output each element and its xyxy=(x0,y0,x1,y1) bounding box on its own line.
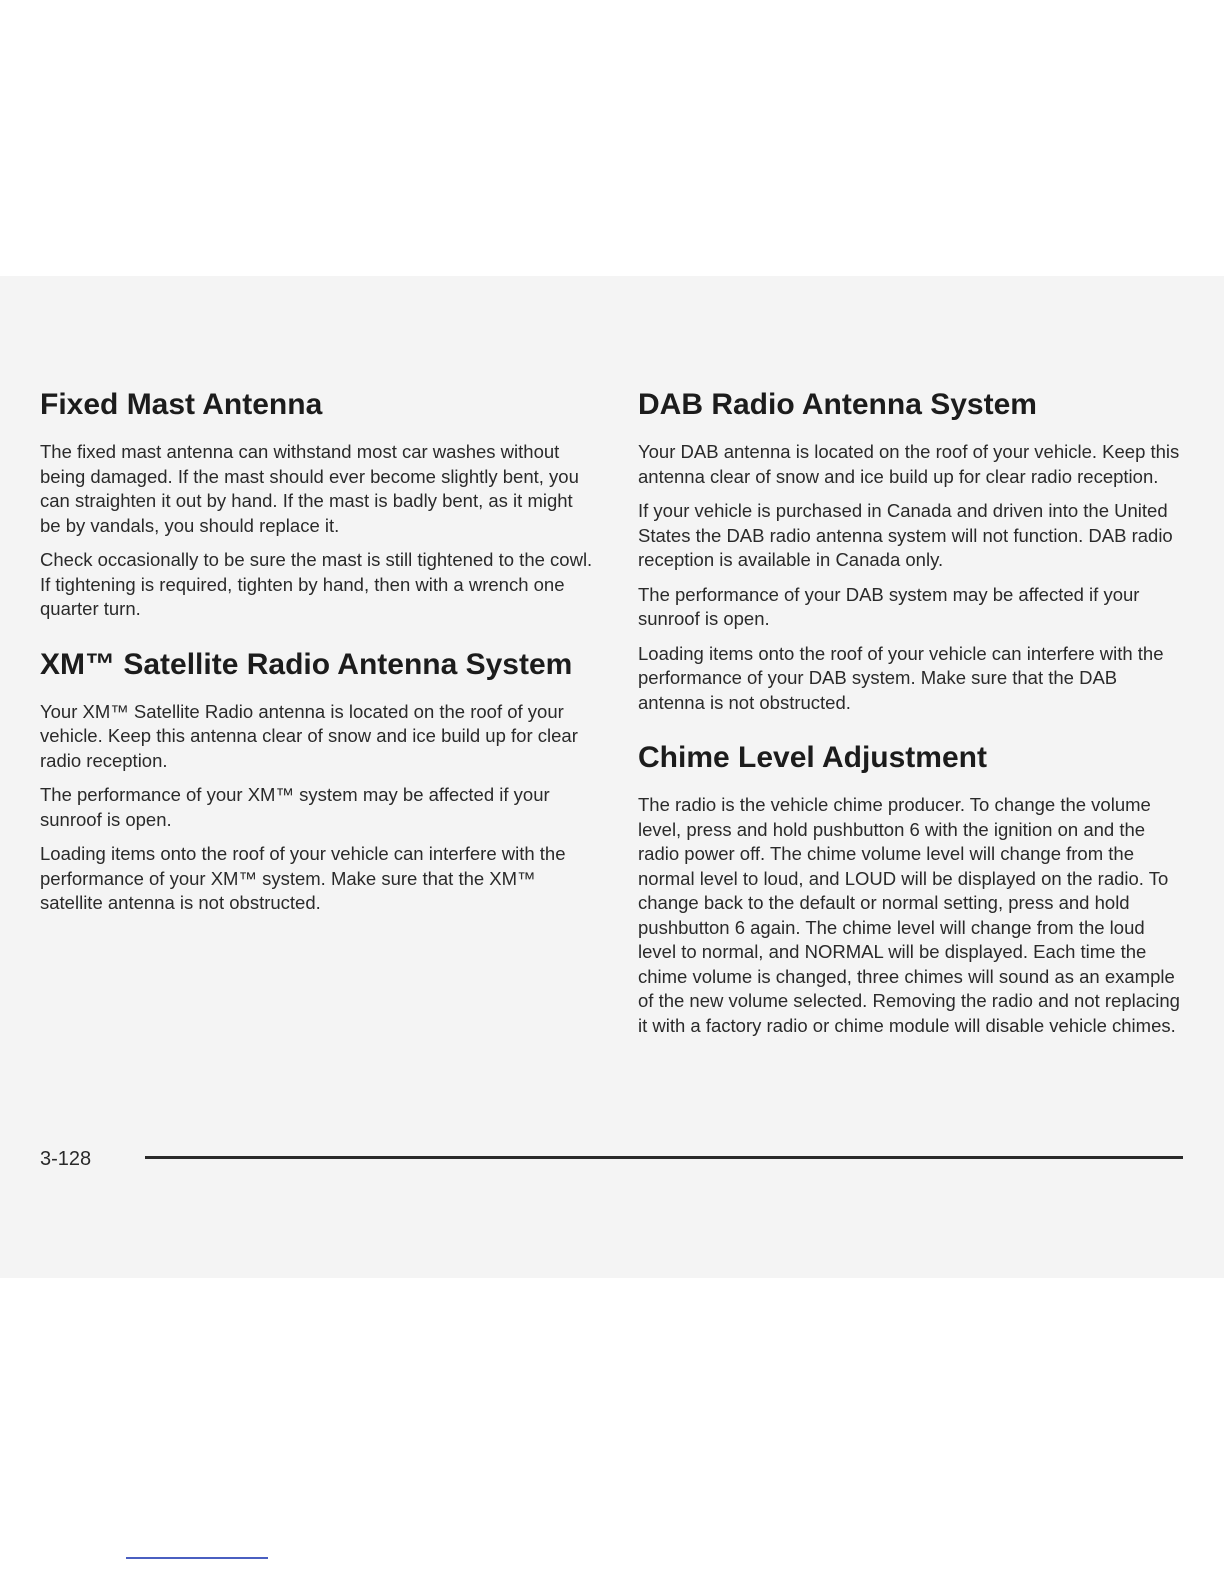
body-paragraph: The fixed mast antenna can withstand most car washes without being damaged. If the mast should ever become slightly bent, you can straighten it out by hand. If the mast is badly bent, as it might be by vandals, you should replace it. xyxy=(40,441,579,536)
body-paragraph: Your DAB antenna is located on the roof of your vehicle. Keep this antenna clear of snow and ice build up for clear radio reception. xyxy=(638,441,1180,487)
fixed-mast-antenna-section xyxy=(40,386,596,622)
chime-level-section xyxy=(638,739,1186,1038)
section-heading: Chime Level Adjustment xyxy=(638,741,987,774)
section-heading: Fixed Mast Antenna xyxy=(40,388,323,421)
dab-antenna-section xyxy=(638,386,1186,715)
footer-divider xyxy=(145,1156,1183,1159)
body-paragraph: Check occasionally to be sure the mast is still tightened to the cowl. If tightening is required, tighten by hand, then with a wrench one quarter turn. xyxy=(40,549,593,619)
manual-page xyxy=(0,276,1224,1278)
left-column xyxy=(40,386,596,926)
section-heading: XM™ Satellite Radio Antenna System xyxy=(40,647,573,681)
navigation-link-underline[interactable] xyxy=(126,1557,268,1559)
body-paragraph: Loading items onto the roof of your vehicle can interfere with the performance of your XM™ system. Make sure that the XM™ satellite antenna is not obstructed. xyxy=(40,843,566,913)
body-paragraph: If your vehicle is purchased in Canada and driven into the United States the DAB radio antenna system will not function. DAB radio reception is available in Canada only. xyxy=(638,500,1173,570)
body-paragraph: Loading items onto the roof of your vehicle can interfere with the performance of your DAB system. Make sure that the DAB antenna is not obstructed. xyxy=(638,642,1164,713)
body-paragraph: The performance of your DAB system may be affected if your sunroof is open. xyxy=(638,583,1140,629)
body-paragraph: The performance of your XM™ system may be affected if your sunroof is open. xyxy=(40,784,550,830)
body-paragraph: The radio is the vehicle chime producer. To change the volume level, press and hold pushbutton 6 with the ignition on and the radio power off. The chime volume level will change from the normal level to loud, and LOUD will be displayed on the radio. To change back to the default or normal setting, press and hold pushbutton 6 again. The chime level will change from the loud level to normal, and NORMAL will be displayed. Each time the chime volume is changed, three chimes will sound as an example of the new volume selected. Removing the radio and not replacing it with a factory radio or chime module will disable vehicle chimes. xyxy=(638,794,1180,1036)
page-number: 3-128 xyxy=(40,1148,92,1170)
body-paragraph: Your XM™ Satellite Radio antenna is located on the roof of your vehicle. Keep this antenna clear of snow and ice build up for clear radio reception. xyxy=(40,700,578,771)
section-heading: DAB Radio Antenna System xyxy=(638,388,1037,421)
right-column xyxy=(638,386,1186,1048)
xm-satellite-antenna-section xyxy=(40,646,596,916)
